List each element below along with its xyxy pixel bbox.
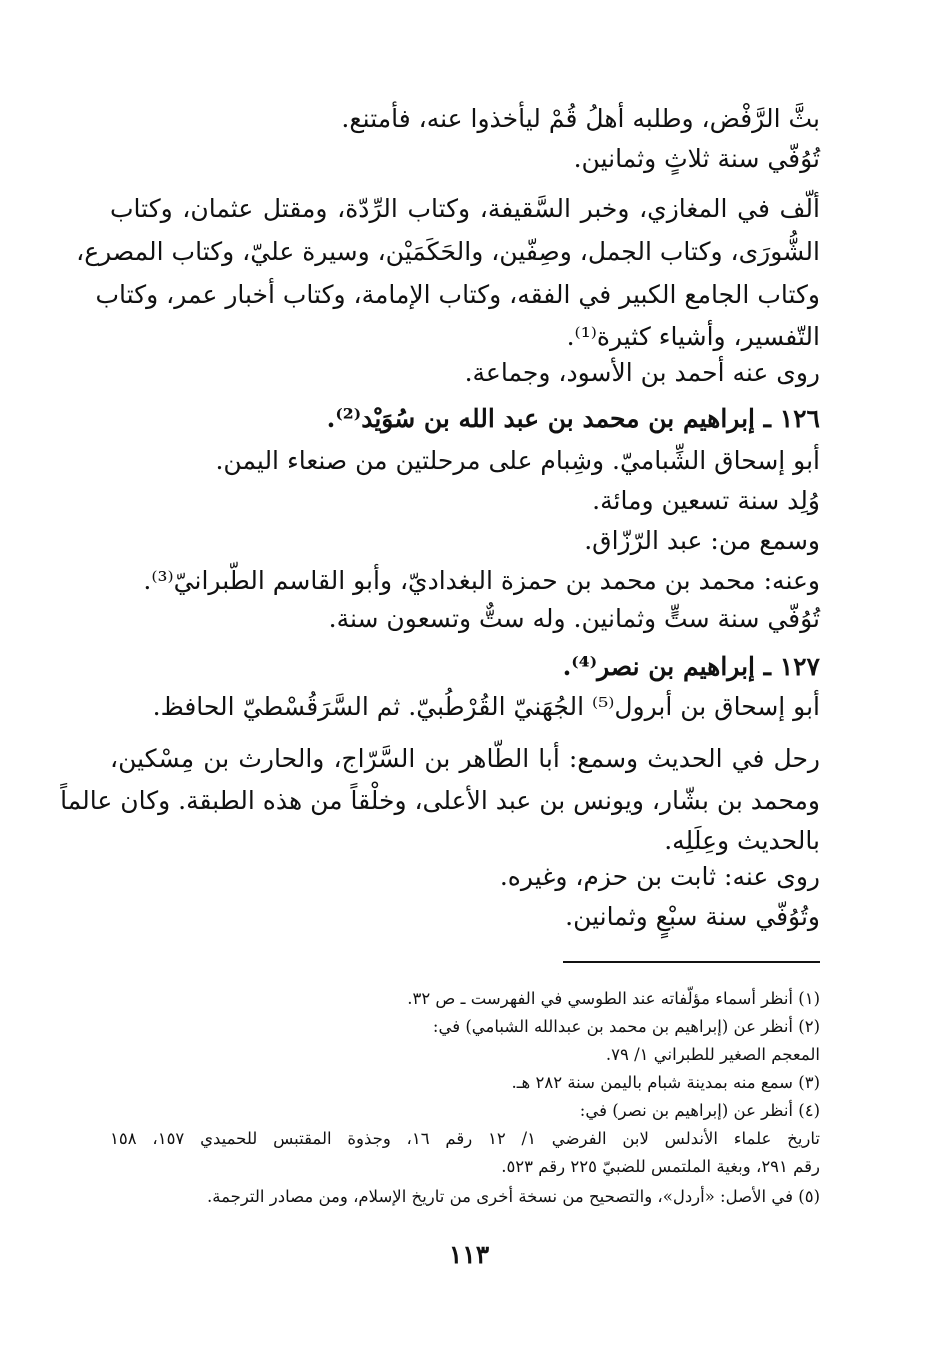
body-line-6: التّفسير، وأشياء كثيرة⁽¹⁾. xyxy=(566,322,820,351)
body-line-2: تُوُفّي سنة ثلاثٍ وثمانين. xyxy=(573,144,820,173)
body-line-3: ألّف في المغازي، وخبر السَّقيفة، وكتاب الرِّدّة، ومقتل عثمان، وكتاب xyxy=(110,194,820,223)
body-line-4: الشُّورَى، وكتاب الجمل، وصِفّين، والحَكَمَيْن، وسيرة عليّ، وكتاب المصرع، xyxy=(76,237,820,266)
page-number: ١١٣ xyxy=(448,1240,490,1269)
entry-heading-126: ١٢٦ ـ إبراهيم بن محمد بن عبد الله بن سُوَيْد⁽²⁾. xyxy=(326,404,820,433)
body-line-20: وتُوُفّي سنة سبْعٍ وثمانين. xyxy=(565,902,820,931)
body-line-17: ومحمد بن بشّار، ويونس بن عبد الأعلى، وخلْقاً من هذه الطبقة. وكان عالماً xyxy=(60,786,820,815)
footnote-1: (١) أنظر أسماء مؤلّفاته عند الطوسي في الفهرست ـ ص ٣٢. xyxy=(407,989,820,1008)
footnote-2: (٢) أنظر عن (إبراهيم بن محمد بن عبدالله الشبامي) في: xyxy=(432,1017,820,1036)
body-line-12: وعنه: محمد بن محمد بن حمزة البغداديّ، وأبو القاسم الطّبرانيّ⁽³⁾. xyxy=(143,566,820,595)
body-line-19: روى عنه: ثابت بن حزم، وغيره. xyxy=(499,862,820,891)
footnote-separator xyxy=(563,961,820,963)
body-line-15: أبو إسحاق بن أبرول⁽⁵⁾ الجُهَنيّ القُرْطُبيّ. ثم السَّرَقُسْطيّ الحافظ. xyxy=(152,692,820,721)
body-line-7: روى عنه أحمد بن الأسود، وجماعة. xyxy=(464,358,820,387)
footnote-3: (٣) سمع منه بمدينة شبام باليمن سنة ٢٨٢ هـ. xyxy=(511,1073,820,1092)
body-line-1: بثَّ الرَّفْض، وطلبه أهلُ قُمْ ليأخذوا عنه، فأمتنع. xyxy=(341,104,820,133)
footnote-4-cont-1: تاريخ علماء الأندلس لابن الفرضي ١/ ١٢ رقم ١٦، وجذوة المقتبس للحميدي ١٥٧، ١٥٨ xyxy=(110,1129,820,1148)
body-line-5: وكتاب الجامع الكبير في الفقه، وكتاب الإمامة، وكتاب أخبار عمر، وكتاب xyxy=(95,280,820,309)
body-line-11: وسمع من: عبد الرّزّاق. xyxy=(584,526,820,555)
body-line-18: بالحديث وعِلَلِه. xyxy=(664,826,820,855)
footnote-4-cont-2: رقم ٢٩١، وبغية الملتمس للضبيّ ٢٢٥ رقم ٥٢٣. xyxy=(501,1157,820,1176)
body-line-10: وُلِد سنة تسعين ومائة. xyxy=(592,486,820,515)
body-line-9: أبو إسحاق الشِّباميّ. وشِبام على مرحلتين من صنعاء اليمن. xyxy=(215,446,820,475)
footnote-2-cont: المعجم الصغير للطبراني ١/ ٧٩. xyxy=(605,1045,820,1064)
footnote-5: (٥) في الأصل: «أردل»، والتصحيح من نسخة أخرى من تاريخ الإسلام، ومن مصادر الترجمة. xyxy=(206,1187,820,1206)
body-line-16: رحل في الحديث وسمع: أبا الطّاهر بن السَّرّاج، والحارث بن مِسْكين، xyxy=(110,744,820,773)
footnote-4: (٤) أنظر عن (إبراهيم بن نصر) في: xyxy=(579,1101,820,1120)
body-line-13: تُوُفّي سنة ستٍّ وثمانين. وله ستٌّ وتسعون سنة. xyxy=(328,604,820,633)
entry-heading-127: ١٢٧ ـ إبراهيم بن نصر⁽⁴⁾. xyxy=(562,652,820,681)
